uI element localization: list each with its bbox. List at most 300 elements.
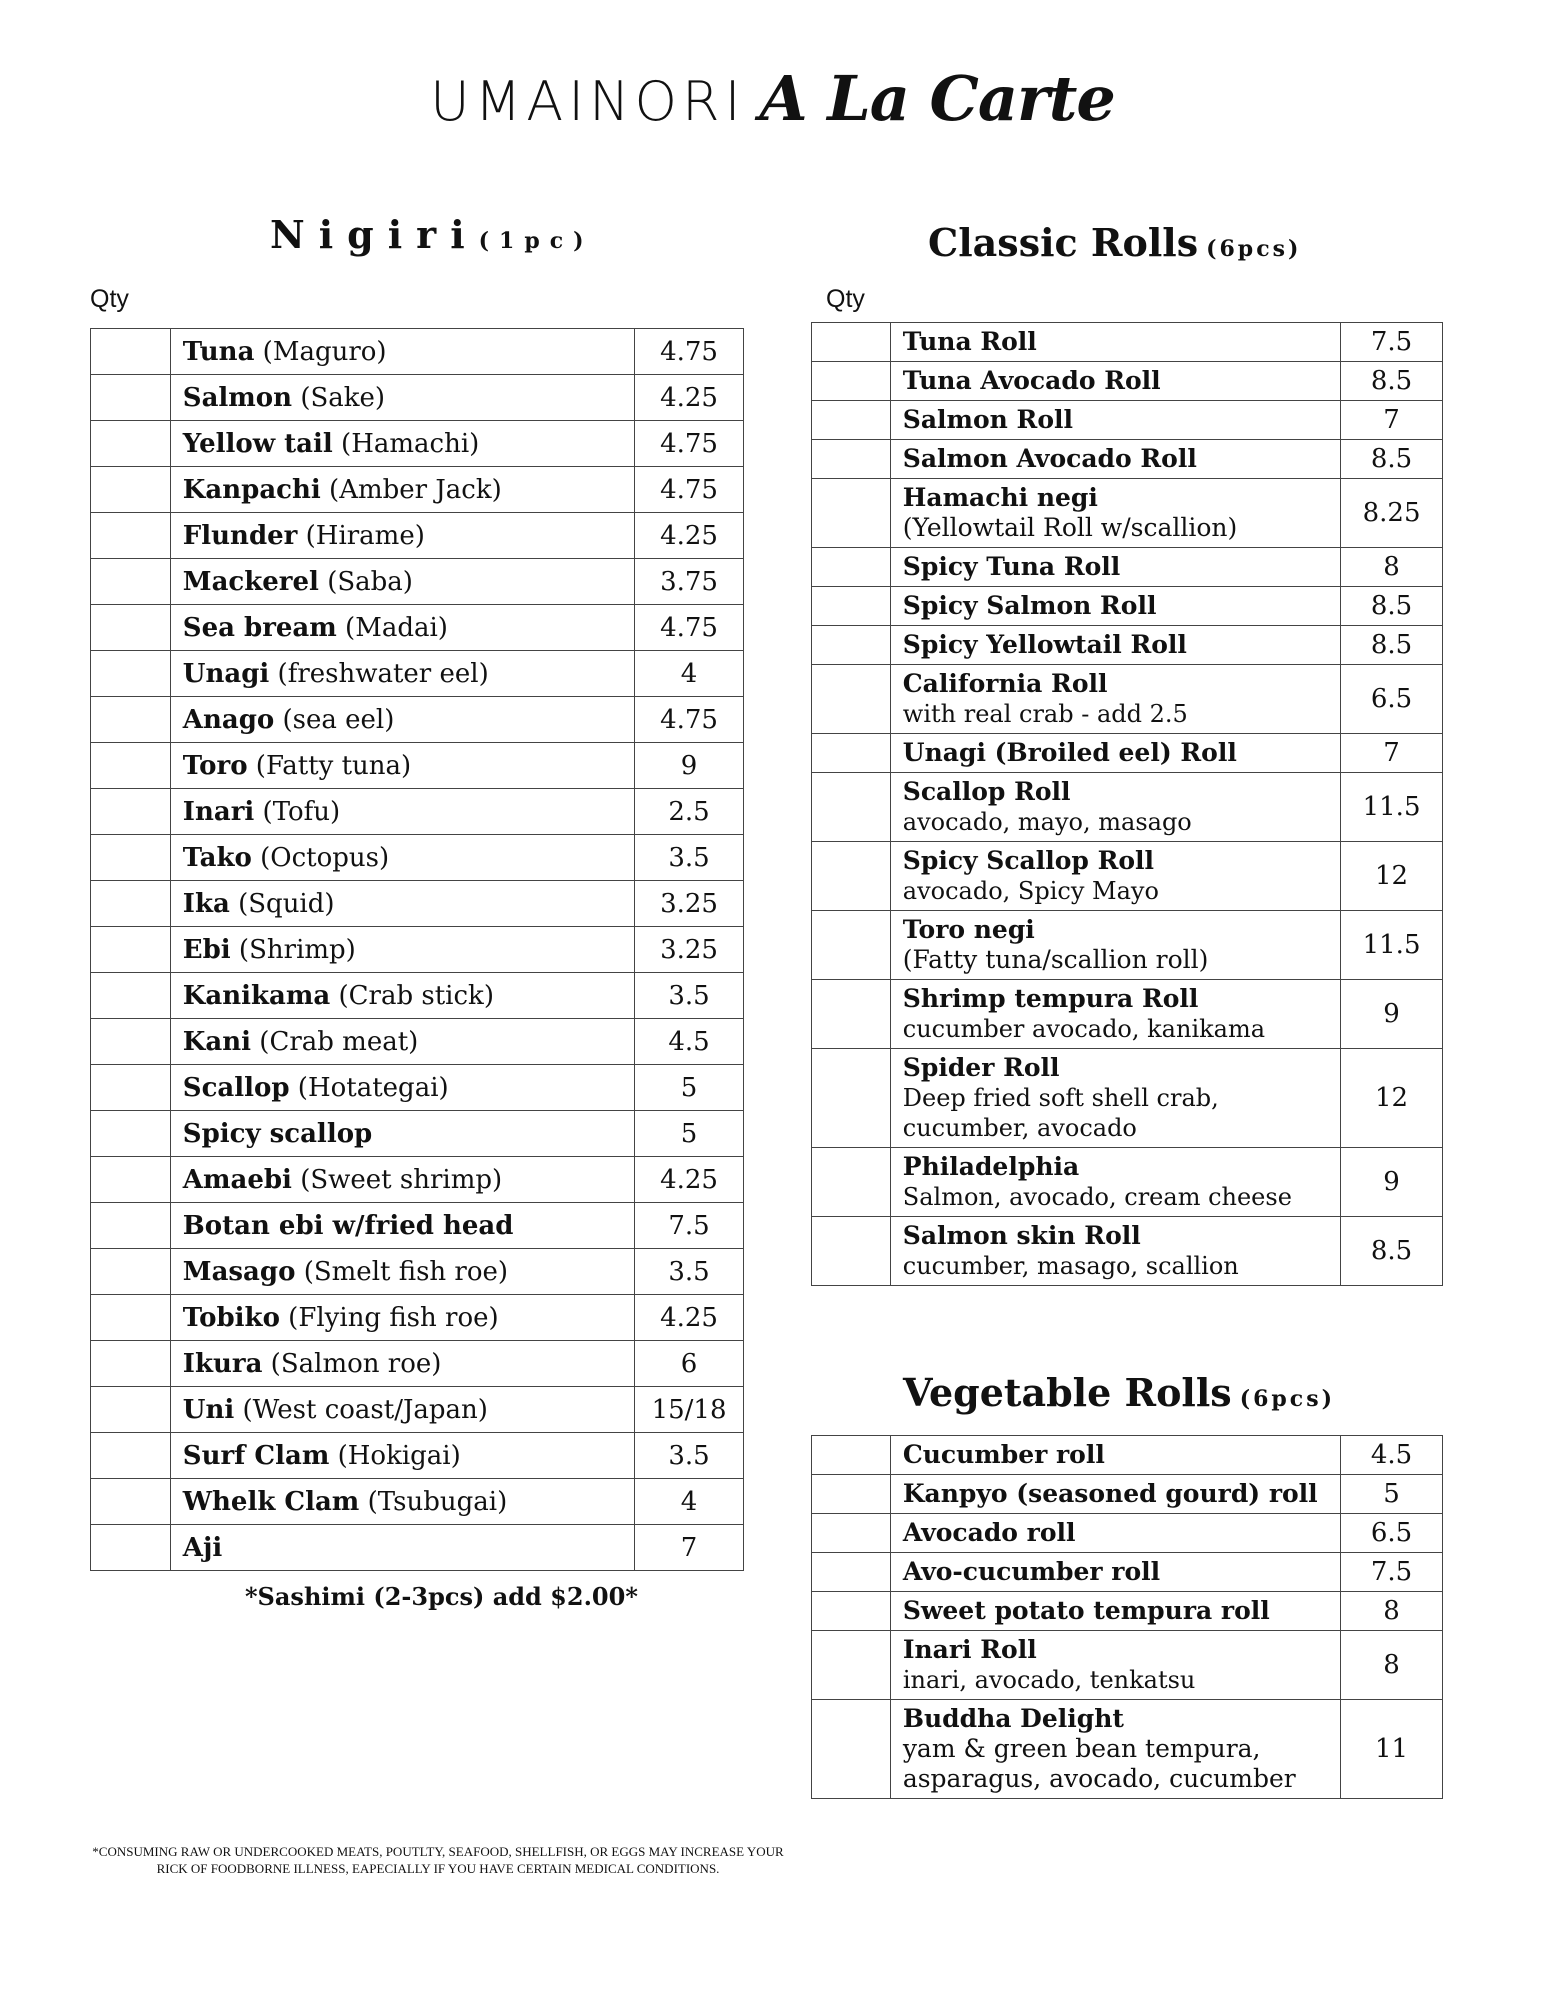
item-price: 8.25: [1341, 479, 1443, 548]
item-description: (Yellowtail Roll w/scallion): [902, 513, 1238, 542]
qty-cell[interactable]: [91, 1203, 171, 1249]
qty-cell[interactable]: [91, 1019, 171, 1065]
table-row: [812, 773, 1443, 842]
vegetable-heading: [903, 1370, 1335, 1415]
table-row: [812, 401, 1443, 440]
item-alt-name: (Tofu): [254, 796, 341, 827]
item-name: Kani: [182, 1026, 252, 1057]
vegetable-heading-title: Vegetable Rolls: [903, 1370, 1232, 1415]
table-row: [91, 1295, 744, 1341]
item-price: 4.25: [635, 375, 744, 421]
menu-subtitle: A La Carte: [759, 62, 1115, 135]
item-name: Uni: [182, 1394, 235, 1425]
qty-cell[interactable]: [812, 1436, 891, 1475]
item-name-cell: [170, 1295, 634, 1341]
item-price: 3.5: [635, 1249, 744, 1295]
item-name-cell: [170, 1387, 634, 1433]
item-price: 4.5: [1341, 1436, 1443, 1475]
item-price: 7: [635, 1525, 744, 1571]
item-name-cell: [890, 773, 1340, 842]
item-description: avocado, mayo, masago: [902, 808, 1192, 836]
item-name-cell: [170, 1433, 634, 1479]
item-price: 12: [1341, 1049, 1443, 1148]
item-name: Tuna: [182, 336, 255, 367]
item-name-cell: [890, 548, 1340, 587]
item-price: 9: [1341, 980, 1443, 1049]
item-name-cell: [170, 1479, 634, 1525]
qty-cell[interactable]: [91, 1157, 171, 1203]
table-row: [91, 973, 744, 1019]
table-row: [812, 362, 1443, 401]
item-name-cell: [890, 1592, 1340, 1631]
item-price: 4.75: [635, 605, 744, 651]
qty-cell[interactable]: [91, 605, 171, 651]
nigiri-heading-title: Nigiri: [270, 212, 479, 257]
qty-cell[interactable]: [812, 842, 891, 911]
item-name-cell: [170, 1341, 634, 1387]
item-price: 8.5: [1341, 362, 1443, 401]
item-name-cell: [170, 559, 634, 605]
item-price: 8.5: [1341, 440, 1443, 479]
item-alt-name: (Saba): [318, 566, 413, 597]
table-row: [91, 743, 744, 789]
table-row: [812, 1700, 1443, 1799]
item-price: 8.5: [1341, 587, 1443, 626]
qty-cell[interactable]: [91, 329, 171, 375]
item-description: Salmon, avocado, cream cheese: [902, 1183, 1292, 1211]
item-name: Kanpyo (seasoned gourd) roll: [902, 1479, 1318, 1508]
item-price: 6.5: [1341, 665, 1443, 734]
item-name: Salmon: [182, 382, 293, 413]
item-name-cell: [890, 401, 1340, 440]
item-price: 6.5: [1341, 1514, 1443, 1553]
item-name-cell: [890, 1217, 1340, 1286]
classic-heading: [928, 220, 1301, 265]
item-name-cell: [890, 323, 1340, 362]
item-name-cell: [890, 587, 1340, 626]
qty-cell[interactable]: [91, 743, 171, 789]
qty-cell[interactable]: [91, 559, 171, 605]
item-name: California Roll: [902, 669, 1108, 698]
item-price: 7: [1341, 401, 1443, 440]
table-row: [812, 548, 1443, 587]
item-alt-name: (freshwater eel): [269, 658, 489, 689]
item-alt-name: (Shrimp): [230, 934, 356, 965]
item-price: 9: [635, 743, 744, 789]
item-name-cell: [170, 421, 634, 467]
item-name: Shrimp tempura Roll: [902, 984, 1199, 1013]
item-name: Unagi (Broiled eel) Roll: [902, 738, 1237, 767]
qty-cell[interactable]: [812, 1514, 891, 1553]
qty-cell[interactable]: [812, 665, 891, 734]
table-row: [812, 1475, 1443, 1514]
qty-cell[interactable]: [91, 927, 171, 973]
qty-cell[interactable]: [91, 1525, 171, 1571]
table-row: [91, 513, 744, 559]
qty-cell[interactable]: [91, 1249, 171, 1295]
item-description: yam & green bean tempura, asparagus, avocado, cucumber: [902, 1734, 1296, 1793]
item-name: Salmon Avocado Roll: [902, 444, 1197, 473]
item-name-cell: [170, 1525, 634, 1571]
table-row: [812, 440, 1443, 479]
item-price: 4.25: [635, 513, 744, 559]
qty-cell[interactable]: [91, 421, 171, 467]
table-row: [91, 421, 744, 467]
item-price: 4: [635, 651, 744, 697]
table-row: [91, 1065, 744, 1111]
item-name: Aji: [182, 1532, 223, 1563]
item-price: 7.5: [1341, 1553, 1443, 1592]
item-name-cell: [890, 479, 1340, 548]
item-alt-name: (Crab stick): [330, 980, 494, 1011]
item-alt-name: (Hirame): [297, 520, 425, 551]
item-name: Ebi: [182, 934, 231, 965]
item-description: (Fatty tuna/scallion roll): [902, 945, 1209, 974]
qty-cell[interactable]: [812, 1592, 891, 1631]
table-row: [91, 329, 744, 375]
qty-cell[interactable]: [91, 881, 171, 927]
table-row: [91, 927, 744, 973]
item-name-cell: [170, 1157, 634, 1203]
item-name-cell: [170, 1019, 634, 1065]
item-description: Deep fried soft shell crab, cucumber, avocado: [902, 1084, 1219, 1142]
table-row: [812, 626, 1443, 665]
table-row: [812, 665, 1443, 734]
item-name: Sweet potato tempura roll: [902, 1596, 1270, 1625]
table-row: [812, 734, 1443, 773]
item-name: Tuna Roll: [902, 327, 1037, 356]
qty-cell[interactable]: [812, 1148, 891, 1217]
item-name: Tuna Avocado Roll: [902, 366, 1161, 395]
item-name: Unagi: [182, 658, 270, 689]
qty-cell[interactable]: [812, 440, 891, 479]
qty-cell[interactable]: [91, 973, 171, 1019]
classic-heading-count: (6pcs): [1206, 236, 1302, 262]
item-name: Salmon Roll: [902, 405, 1073, 434]
item-price: 11.5: [1341, 773, 1443, 842]
table-row: [91, 1525, 744, 1571]
item-name-cell: [890, 1631, 1340, 1700]
vegetable-rolls-table: [811, 1435, 1443, 1799]
item-alt-name: (Octopus): [251, 842, 390, 873]
item-name-cell: [170, 605, 634, 651]
qty-cell[interactable]: [91, 1111, 171, 1157]
vegetable-heading-count: (6pcs): [1239, 1386, 1335, 1412]
item-price: 11: [1341, 1700, 1443, 1799]
qty-cell[interactable]: [812, 323, 891, 362]
table-row: [91, 1203, 744, 1249]
item-price: 5: [1341, 1475, 1443, 1514]
item-name-cell: [170, 1065, 634, 1111]
qty-cell[interactable]: [812, 548, 891, 587]
item-alt-name: (Flying fish roe): [279, 1302, 499, 1333]
item-price: 4.25: [635, 1295, 744, 1341]
item-alt-name: (Fatty tuna): [247, 750, 412, 781]
item-name-cell: [890, 1436, 1340, 1475]
item-alt-name: (Madai): [336, 612, 448, 643]
qty-cell[interactable]: [812, 479, 891, 548]
item-name-cell: [890, 665, 1340, 734]
item-name: Salmon skin Roll: [902, 1221, 1141, 1250]
item-price: 3.25: [635, 881, 744, 927]
item-name: Spicy Yellowtail Roll: [902, 630, 1187, 659]
item-alt-name: (Salmon roe): [262, 1348, 442, 1379]
item-name: Scallop: [182, 1072, 290, 1103]
item-price: 8: [1341, 1592, 1443, 1631]
nigiri-table: [90, 328, 744, 1571]
item-name: Hamachi negi: [902, 483, 1098, 512]
item-price: 2.5: [635, 789, 744, 835]
item-price: 15/18: [635, 1387, 744, 1433]
classic-heading-title: Classic Rolls: [928, 220, 1199, 265]
item-name-cell: [170, 1111, 634, 1157]
qty-cell[interactable]: [812, 587, 891, 626]
table-row: [91, 881, 744, 927]
table-row: [91, 651, 744, 697]
qty-cell[interactable]: [812, 1217, 891, 1286]
qty-cell[interactable]: [91, 697, 171, 743]
item-name-cell: [170, 835, 634, 881]
table-row: [812, 479, 1443, 548]
table-row: [91, 605, 744, 651]
item-price: 4: [635, 1479, 744, 1525]
item-price: 8: [1341, 1631, 1443, 1700]
table-row: [91, 835, 744, 881]
table-row: [812, 1592, 1443, 1631]
item-name: Spider Roll: [902, 1053, 1060, 1082]
nigiri-heading-count: (1pc): [478, 228, 594, 254]
item-name: Yellow tail: [182, 428, 333, 459]
qty-cell[interactable]: [91, 1295, 171, 1341]
item-price: 7.5: [1341, 323, 1443, 362]
table-row: [91, 559, 744, 605]
table-row: [91, 789, 744, 835]
item-name-cell: [170, 651, 634, 697]
qty-cell[interactable]: [91, 651, 171, 697]
qty-cell[interactable]: [812, 1700, 891, 1799]
item-price: 4.75: [635, 329, 744, 375]
nigiri-qty-label: Qty: [90, 285, 129, 313]
item-name-cell: [170, 927, 634, 973]
table-row: [91, 1479, 744, 1525]
item-name-cell: [170, 329, 634, 375]
item-name: Scallop Roll: [902, 777, 1071, 806]
item-alt-name: (Maguro): [254, 336, 387, 367]
qty-cell[interactable]: [812, 362, 891, 401]
item-name-cell: [890, 362, 1340, 401]
item-alt-name: (Hamachi): [332, 428, 480, 459]
item-name: Kanpachi: [182, 474, 321, 505]
table-row: [812, 1217, 1443, 1286]
table-row: [91, 1433, 744, 1479]
item-price: 6: [635, 1341, 744, 1387]
item-alt-name: (Sake): [292, 382, 386, 413]
item-price: 3.25: [635, 927, 744, 973]
item-name: Spicy Salmon Roll: [902, 591, 1157, 620]
item-price: 4.5: [635, 1019, 744, 1065]
qty-cell[interactable]: [91, 513, 171, 559]
item-name: Inari Roll: [902, 1635, 1037, 1664]
item-name-cell: [170, 467, 634, 513]
item-name: Avo-cucumber roll: [902, 1557, 1161, 1586]
item-price: 4.75: [635, 467, 744, 513]
item-name-cell: [170, 881, 634, 927]
sashimi-footnote: *Sashimi (2-3pcs) add $2.00*: [245, 1582, 638, 1611]
item-alt-name: (West coast/Japan): [234, 1394, 488, 1425]
item-name: Masago: [182, 1256, 296, 1287]
item-price: 12: [1341, 842, 1443, 911]
item-name: Ikura: [182, 1348, 263, 1379]
table-row: [91, 1019, 744, 1065]
qty-cell[interactable]: [91, 789, 171, 835]
qty-cell[interactable]: [812, 1553, 891, 1592]
item-name-cell: [890, 842, 1340, 911]
item-price: 8.5: [1341, 626, 1443, 665]
qty-cell[interactable]: [91, 375, 171, 421]
item-name-cell: [890, 1514, 1340, 1553]
item-name: Cucumber roll: [902, 1440, 1105, 1469]
table-row: [91, 1157, 744, 1203]
item-alt-name: (Crab meat): [251, 1026, 419, 1057]
item-name-cell: [890, 1553, 1340, 1592]
item-name: Toro negi: [902, 915, 1035, 944]
item-price: 3.5: [635, 835, 744, 881]
table-row: [91, 1341, 744, 1387]
table-row: [812, 1049, 1443, 1148]
item-name-cell: [170, 789, 634, 835]
table-row: [812, 1514, 1443, 1553]
item-alt-name: (Sweet shrimp): [291, 1164, 503, 1195]
item-description: cucumber, masago, scallion: [902, 1252, 1239, 1280]
table-row: [91, 467, 744, 513]
item-name-cell: [170, 973, 634, 1019]
item-name: Ika: [182, 888, 230, 919]
menu-title: [0, 62, 1545, 135]
item-name-cell: [170, 513, 634, 559]
item-name: Tako: [182, 842, 252, 873]
item-name-cell: [890, 626, 1340, 665]
item-name: Whelk Clam: [182, 1486, 360, 1517]
item-name: Philadelphia: [902, 1152, 1080, 1181]
item-name-cell: [890, 980, 1340, 1049]
item-description: avocado, Spicy Mayo: [902, 877, 1159, 905]
qty-cell[interactable]: [91, 1387, 171, 1433]
qty-cell[interactable]: [91, 1065, 171, 1111]
table-row: [812, 1631, 1443, 1700]
qty-cell[interactable]: [812, 980, 891, 1049]
item-price: 11.5: [1341, 911, 1443, 980]
item-price: 4.75: [635, 421, 744, 467]
item-description: cucumber avocado, kanikama: [902, 1015, 1266, 1043]
table-row: [91, 1111, 744, 1157]
item-name-cell: [890, 1049, 1340, 1148]
health-disclaimer: *CONSUMING RAW OR UNDERCOOKED MEATS, POUTLTY, SEAFOOD, SHELLFISH, OR EGGS MAY INCREASE YOUR RICK OF FOODBORNE ILLNESS, EAPECIALLY IF YOU HAVE CERTAIN MEDICAL CONDITIONS.: [92, 1844, 784, 1876]
item-alt-name: (sea eel): [274, 704, 395, 735]
item-name: Spicy Tuna Roll: [902, 552, 1121, 581]
item-alt-name: (Tsubugai): [359, 1486, 508, 1517]
qty-cell[interactable]: [812, 734, 891, 773]
table-row: [812, 323, 1443, 362]
qty-cell[interactable]: [812, 626, 891, 665]
item-price: 8: [1341, 548, 1443, 587]
item-description: inari, avocado, tenkatsu: [902, 1666, 1196, 1694]
item-price: 8.5: [1341, 1217, 1443, 1286]
item-price: 5: [635, 1111, 744, 1157]
item-name-cell: [170, 743, 634, 789]
qty-cell[interactable]: [91, 1433, 171, 1479]
brand-name: UMAINORI: [430, 70, 746, 133]
item-name: Kanikama: [182, 980, 331, 1011]
item-name-cell: [890, 1148, 1340, 1217]
item-name: Amaebi: [182, 1164, 292, 1195]
item-name-cell: [890, 734, 1340, 773]
item-alt-name: (Squid): [229, 888, 335, 919]
item-alt-name: (Hokigai): [329, 1440, 461, 1471]
item-price: 3.5: [635, 1433, 744, 1479]
item-price: 4.25: [635, 1157, 744, 1203]
item-name-cell: [890, 911, 1340, 980]
item-price: 9: [1341, 1148, 1443, 1217]
item-price: 5: [635, 1065, 744, 1111]
table-row: [812, 1553, 1443, 1592]
table-row: [812, 980, 1443, 1049]
item-name-cell: [170, 1203, 634, 1249]
item-name: Flunder: [182, 520, 298, 551]
item-name: Toro: [182, 750, 248, 781]
table-row: [812, 1436, 1443, 1475]
item-name-cell: [170, 375, 634, 421]
qty-cell[interactable]: [812, 1631, 891, 1700]
item-name: Botan ebi w/fried head: [182, 1210, 514, 1241]
item-name: Spicy scallop: [182, 1118, 373, 1149]
item-alt-name: (Smelt fish roe): [295, 1256, 509, 1287]
qty-cell[interactable]: [812, 1049, 891, 1148]
item-name-cell: [170, 697, 634, 743]
table-row: [91, 375, 744, 421]
item-price: 3.5: [635, 973, 744, 1019]
item-price: 7.5: [635, 1203, 744, 1249]
item-name: Sea bream: [182, 612, 337, 643]
item-price: 3.75: [635, 559, 744, 605]
item-price: 7: [1341, 734, 1443, 773]
qty-cell[interactable]: [812, 911, 891, 980]
item-name-cell: [170, 1249, 634, 1295]
qty-cell[interactable]: [812, 1475, 891, 1514]
item-name: Mackerel: [182, 566, 319, 597]
table-row: [812, 587, 1443, 626]
item-name: Inari: [182, 796, 255, 827]
qty-cell[interactable]: [91, 467, 171, 513]
item-name: Buddha Delight: [902, 1704, 1124, 1733]
qty-cell[interactable]: [91, 1341, 171, 1387]
qty-cell[interactable]: [812, 773, 891, 842]
table-row: [812, 1148, 1443, 1217]
qty-cell[interactable]: [91, 835, 171, 881]
item-alt-name: (Amber Jack): [320, 474, 502, 505]
nigiri-heading: [270, 212, 594, 257]
item-name: Tobiko: [182, 1302, 280, 1333]
table-row: [812, 842, 1443, 911]
classic-rolls-table: [811, 322, 1443, 1286]
table-row: [91, 697, 744, 743]
qty-cell[interactable]: [91, 1479, 171, 1525]
item-name: Avocado roll: [902, 1518, 1076, 1547]
qty-cell[interactable]: [812, 401, 891, 440]
item-name: Spicy Scallop Roll: [902, 846, 1155, 875]
item-name-cell: [890, 1475, 1340, 1514]
item-name-cell: [890, 440, 1340, 479]
item-name: Anago: [182, 704, 275, 735]
